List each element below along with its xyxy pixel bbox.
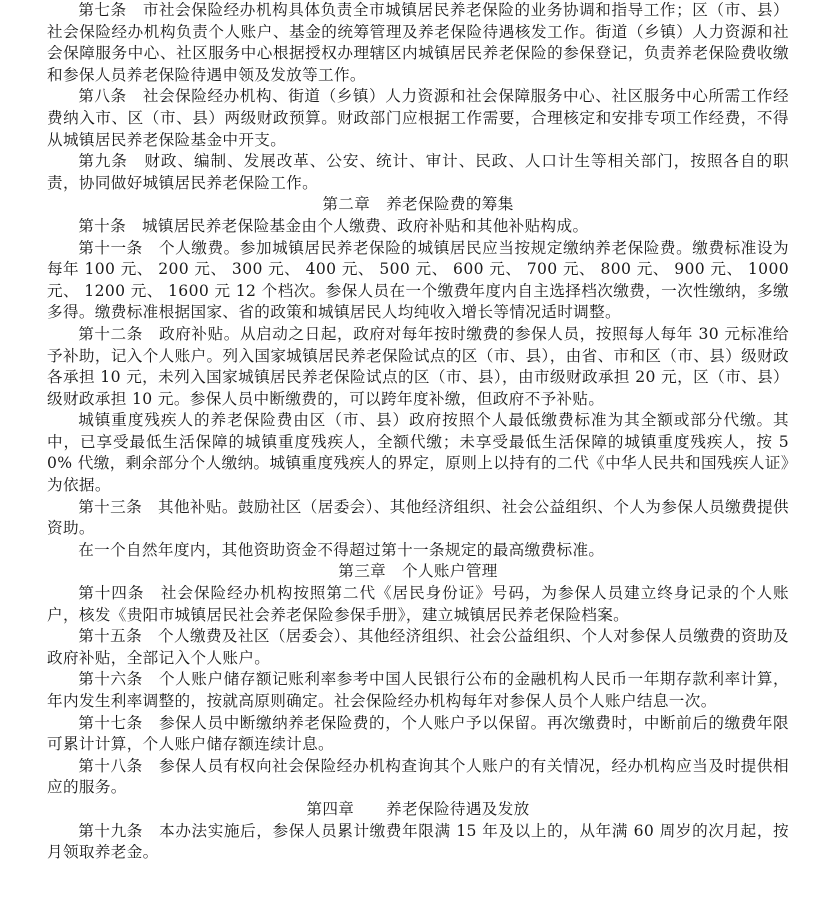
article-10: 第十条 城镇居民养老保险基金由个人缴费、政府补贴和其他补贴构成。 (78, 216, 589, 235)
article-12: 第十二条 政府补贴。从启动之日起，政府对每年按时缴费的参保人员，按照每人每年 30 元标准给予补助，记入个人账户。列入国家城镇居民养老保险试点的区（市、县），由省、市和区（市、县）级财政各承担 10 元，未列入国家城镇居民养老保险试点的区（市、县），由市级财政承担 20 元，区（市、县）级财政承担 10 元。参保人员中断缴费的，可以跨年度补缴，但政府不予补贴。 (47, 324, 789, 408)
chapter-3-heading: 第三章 个人账户管理 (338, 562, 498, 581)
article-8: 第八条 社会保险经办机构、街道（乡镇）人力资源和社会保障服务中心、社区服务中心所需工作经费纳入市、区（市、县）两级财政预算。财政部门应根据工作需要，合理核定和安排专项工作经费，不得从城镇居民养老保险基金中开支。 (47, 87, 789, 149)
chapter-2-heading: 第二章 养老保险费的筹集 (322, 195, 514, 214)
article-7: 第七条 市社会保险经办机构具体负责全市城镇居民养老保险的业务协调和指导工作；区（市、县）社会保险经办机构负责个人账户、基金的统筹管理及养老保险待遇核发工作。街道（乡镇）人力资源和社会保障服务中心、社区服务中心根据授权办理辖区内城镇居民养老保险的参保登记，负责养老保险费收缴和参保人员养老保险待遇申领及发放等工作。 (47, 1, 789, 84)
article-15: 第十五条 个人缴费及社区（居委会）、其他经济组织、社会公益组织、个人对参保人员缴费的资助及政府补贴，全部记入个人账户。 (47, 627, 789, 667)
article-14: 第十四条 社会保险经办机构按照第二代《居民身份证》号码，为参保人员建立终身记录的个人账户，核发《贵阳市城镇居民社会养老保险参保手册》，建立城镇居民养老保险档案。 (47, 584, 789, 624)
article-17: 第十七条 参保人员中断缴纳养老保险费的，个人账户予以保留。再次缴费时，中断前后的缴费年限可累计计算，个人账户储存额连续计息。 (47, 713, 789, 754)
article-13: 第十三条 其他补贴。鼓励社区（居委会）、其他经济组织、社会公益组织、个人为参保人员缴费提供资助。 (47, 497, 789, 538)
article-12-paragraph-2: 城镇重度残疾人的养老保险费由区（市、县）政府按照个人最低缴费标准为其全额或部分代缴。其中，已享受最低生活保障的城镇重度残疾人，全额代缴；未享受最低生活保障的城镇重度残疾人，按 50% 代缴，剩余部分个人缴纳。城镇重度残疾人的界定，原则上以持有的二代《中华人民共和国残疾人证》为依据。 (47, 411, 789, 495)
article-19: 第十九条 本办法实施后，参保人员累计缴费年限满 15 年及以上的，从年满 60 周岁的次月起，按月领取养老金。 (47, 821, 789, 862)
document-body (47, 0, 789, 864)
article-16: 第十六条 个人账户储存额记账利率参考中国人民银行公布的金融机构人民币一年期存款利率计算，年内发生利率调整的，按就高原则确定。社会保险经办机构每年对参保人员个人账户结息一次。 (47, 670, 789, 710)
article-13-paragraph-2: 在一个自然年度内，其他资助资金不得超过第十一条规定的最高缴费标准。 (78, 540, 605, 559)
article-11: 第十一条 个人缴费。参加城镇居民养老保险的城镇居民应当按规定缴纳养老保险费。缴费标准设为每年 100 元、 200 元、 300 元、 400 元、 500 元、 600 元、 700 元、 800 元、 900 元、 1000 元、 1200 元、 1600 元 12 个档次。参保人员在一个缴费年度内自主选择档次缴费，一次性缴纳，多缴多得。缴费标准根据国家、省的政策和城镇居民人均纯收入增长等情况适时调整。 (47, 238, 789, 322)
chapter-4-heading: 第四章 养老保险待遇及发放 (306, 799, 530, 818)
article-18: 第十八条 参保人员有权向社会保险经办机构查询其个人账户的有关情况，经办机构应当及时提供相应的服务。 (47, 756, 789, 797)
article-9: 第九条 财政、编制、发展改革、公安、统计、审计、民政、人口计生等相关部门，按照各自的职责，协同做好城镇居民养老保险工作。 (47, 152, 789, 192)
